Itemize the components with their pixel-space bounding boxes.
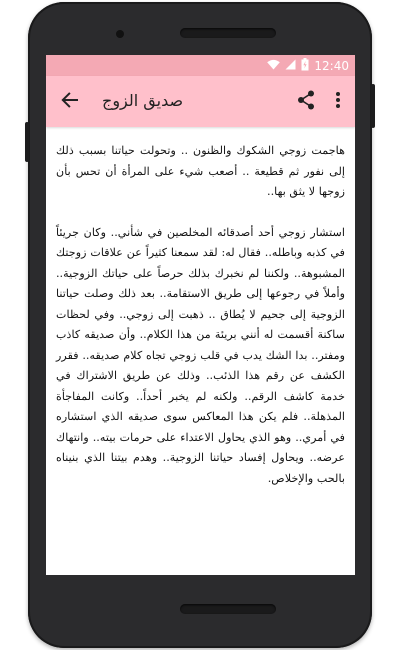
share-icon bbox=[297, 90, 315, 114]
power-button bbox=[371, 84, 375, 128]
arrow-back-icon bbox=[61, 91, 79, 113]
screen bbox=[46, 55, 355, 575]
volume-button bbox=[25, 122, 29, 162]
more-vert-icon bbox=[335, 91, 341, 113]
status-bar bbox=[46, 55, 355, 76]
earpiece-speaker bbox=[180, 28, 276, 38]
page-title: صديق الزوج bbox=[102, 91, 184, 110]
overflow-menu-button[interactable] bbox=[330, 90, 346, 114]
battery-icon bbox=[301, 58, 309, 74]
article-body bbox=[46, 127, 355, 519]
back-button[interactable] bbox=[58, 90, 82, 114]
bottom-speaker bbox=[180, 604, 276, 614]
share-button[interactable] bbox=[294, 90, 318, 114]
front-camera bbox=[116, 30, 124, 38]
article-paragraph: استشار زوجي أحد أصدقائه المخلصين في شأني.. وكان جريئاً في كذبه وباطله.. فقال له: لقد سمعنا كثيراً عن علاقات زوجتك المشبوهة.. ولكننا لم نخبرك بذلك حرصاً على حياتك الزوجية.. وأملاً في رجوعها إلى طريق الاستقامة.. بعد ذلك وصلت حياتنا الزوجية إلى جحيم لا يُطاق .. ذهبت إلى زوجي.. وفي لحظات ساكنة أقسمت له أنني بريئة من هذا الكلام.. وأن صديقه كاذب ومفتر.. بدا الشك يدب في قلب زوجي تجاه كلام صديقه.. فقرر الكشف عن رقم هذا الذئب.. وذلك عن طريق الاشتراك في خدمة كاشف الرقم.. ولكنه لم يخبر أحداً.. وكانت المفاجأة المذهلة.. فلم يكن هذا المعاكس سوى صديقه الذي استشاره في أمري.. وهو الذي يحاول الاعتداء على حرمات بيته.. وانتهاك عرضه.. ويحاول إفساد حياتنا الزوجية.. وهدم بيتنا الذي بنيناه بالحب والإخلاص. bbox=[56, 225, 345, 485]
article-paragraph: هاجمت زوجي الشكوك والظنون .. وتحولت حياتنا بسبب ذلك إلى نفور ثم قطيعة .. أصعب شيء على المرأة أن تحس بأن زوجها لا يثق بها.. bbox=[56, 144, 345, 198]
wifi-icon bbox=[267, 59, 280, 73]
app-bar bbox=[46, 76, 355, 127]
status-time: 12:40 bbox=[314, 58, 349, 73]
signal-icon bbox=[285, 59, 296, 73]
